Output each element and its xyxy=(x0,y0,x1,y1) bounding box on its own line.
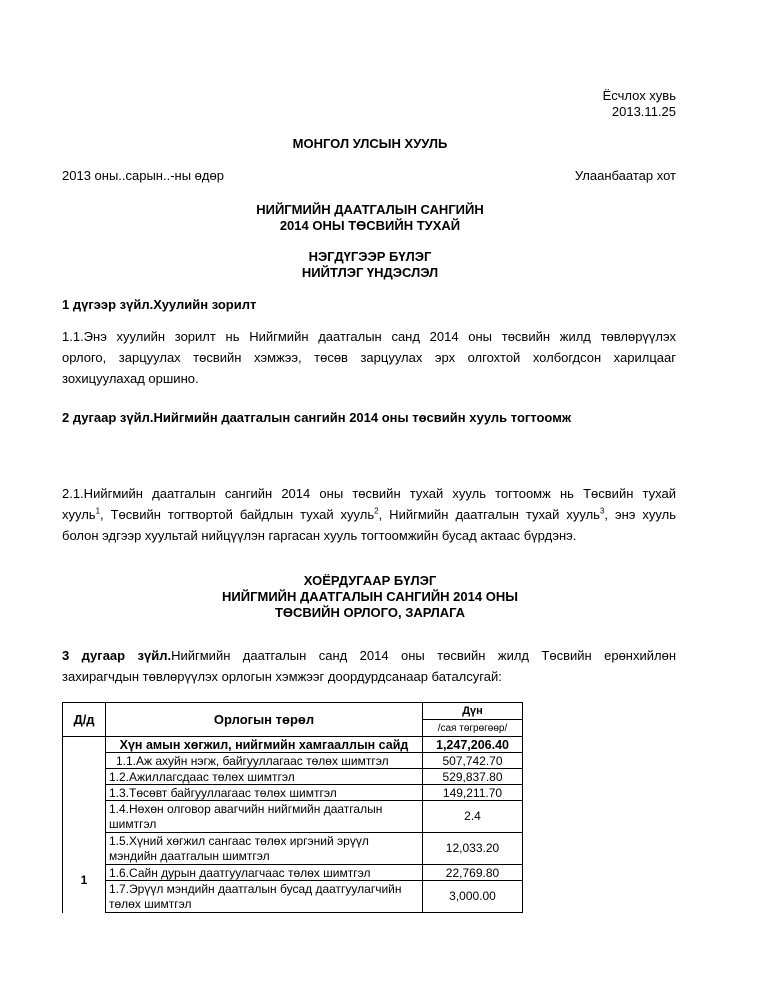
article2-line1: 2.1.Нийгмийн даатгалын сангийн 2014 оны төсвийн тухай хууль тогтоомж нь Төсвийн тухай xyxy=(62,486,676,501)
group-total: 1,247,206.40 xyxy=(423,737,523,753)
table-row xyxy=(63,753,523,769)
article3-text: Нийгмийн даатгалын санд 2014 оны төсвийн жилд Төсвийн ерөнхийлөн xyxy=(171,648,677,663)
row-amount: 507,742.70 xyxy=(423,753,523,769)
doc-title-line1: НИЙГМИЙН ДААТГАЛЫН САНГИЙН xyxy=(256,202,484,217)
row-label-line2: мэндийн даатгалын шимтгэл xyxy=(109,848,270,863)
table-row xyxy=(63,785,523,801)
table-row xyxy=(63,881,523,913)
dateline-place: Улаанбаатар хот xyxy=(574,168,676,183)
table-row xyxy=(63,801,523,833)
article1-line1: 1.1.Энэ хуулийн зорилт нь Нийгмийн даатгалын санд 2014 оны төсвийн жилд төвлөрүүлэх xyxy=(62,329,676,344)
article3-line2: захирагчдын төвлөрүүлэх орлогын хэмжээг доордурдсанаар баталсугай: xyxy=(62,669,502,684)
row-label: 1.6.Сайн дурын даатгуулагчаас төлөх шимтгэл xyxy=(106,865,423,881)
article2-heading: 2 дугаар зүйл.Нийгмийн даатгалын сангийн 2014 оны төсвийн хууль тогтоомж xyxy=(62,410,572,425)
row-label: 1.2.Ажиллагсдаас төлөх шимтгэл xyxy=(106,769,423,785)
draft-date: 2013.11.25 xyxy=(611,104,676,119)
table-row xyxy=(63,769,523,785)
footnote-ref-3: 3 xyxy=(599,506,605,516)
row-label-line1: 1.7.Эрүүл мэндийн даатгалын бусад даатгуулагчийн xyxy=(109,881,402,896)
article2-text-a: хууль xyxy=(62,507,96,522)
chapter1-title: НИЙТЛЭГ ҮНДЭСЛЭЛ xyxy=(301,265,439,280)
table-row xyxy=(63,833,523,865)
article3-heading: 3 дугаар зүйл. xyxy=(62,648,172,663)
row-label-line1: 1.4.Нөхөн олговор авагчийн нийгмийн даатгалын xyxy=(109,801,383,816)
revenue-table xyxy=(62,702,523,913)
footnote-ref-2: 2 xyxy=(374,506,379,516)
col-header-no: Д/д xyxy=(63,703,106,737)
row-label xyxy=(106,833,423,865)
row-label xyxy=(106,801,423,833)
table-row xyxy=(63,865,523,881)
article2-paragraph xyxy=(62,483,676,546)
row-label: 1.3.Төсөвт байгууллагаас төлөх шимтгэл xyxy=(106,785,423,801)
dateline-date: 2013 оны..сарын..-ны өдөр xyxy=(62,168,224,183)
article2-text-b: , Төсвийн тогтвортой байдлын тухай хууль xyxy=(100,507,375,522)
row-amount: 12,033.20 xyxy=(423,833,523,865)
col-header-unit: /сая төгрөгөөр/ xyxy=(423,720,523,737)
row-amount: 3,000.00 xyxy=(423,881,523,913)
row-label-line2: төлөх шимтгэл xyxy=(109,896,192,911)
group-label: Хүн амын хөгжил, нийгмийн хамгааллын сайд xyxy=(106,737,423,753)
col-header-type: Орлогын төрөл xyxy=(106,703,423,737)
row-amount: 2.4 xyxy=(423,801,523,833)
article1-line2: орлого, зарцуулах төсвийн хэмжээ, төсөв зарцуулах эрх олгохтой холбогдсон харилцааг xyxy=(62,350,676,365)
article1-paragraph xyxy=(62,326,676,389)
chapter1-number: НЭГДҮГЭЭР БҮЛЭГ xyxy=(308,249,432,264)
article2-line3: болон эдгээр хуультай нийцүүлэн гаргасан хууль тогтоомжийн бусад актаас бүрдэнэ. xyxy=(62,528,577,543)
chapter2-title-line1: НИЙГМИЙН ДААТГАЛЫН САНГИЙН 2014 ОНЫ xyxy=(222,589,518,604)
row-amount: 529,837.80 xyxy=(423,769,523,785)
col-header-amount: Дүн xyxy=(423,703,523,720)
chapter2-title-line2: ТӨСВИЙН ОРЛОГО, ЗАРЛАГА xyxy=(274,605,466,620)
article2-text-c: , Нийгмийн даатгалын тухай хууль xyxy=(378,507,600,522)
article1-heading: 1 дүгээр зүйл.Хуулийн зорилт xyxy=(62,297,257,312)
row-amount: 22,769.80 xyxy=(423,865,523,881)
law-title: МОНГОЛ УЛСЫН ХУУЛЬ xyxy=(292,136,448,151)
article2-text-d: , энэ хууль xyxy=(604,507,676,522)
row-label: 1.1.Аж ахуйн нэгж, байгууллагаас төлөх шимтгэл xyxy=(106,753,423,769)
group-number: 1 xyxy=(63,737,106,913)
draft-label: Ёсчлох хувь xyxy=(602,88,676,103)
article3-paragraph xyxy=(62,645,676,687)
doc-title-line2: 2014 ОНЫ ТӨСВИЙН ТУХАЙ xyxy=(279,218,461,233)
row-amount: 149,211.70 xyxy=(423,785,523,801)
article2-line2 xyxy=(62,504,676,525)
footnote-ref-1: 1 xyxy=(95,506,101,516)
chapter2-number: ХОЁРДУГААР БҮЛЭГ xyxy=(303,573,437,588)
article1-line3: зохицуулахад оршино. xyxy=(62,371,199,386)
row-label-line1: 1.5.Хүний хөгжил сангаас төлөх иргэний эрүүл xyxy=(109,833,369,848)
row-label-line2: шимтгэл xyxy=(109,816,157,831)
row-label xyxy=(106,881,423,913)
article3-line1 xyxy=(62,645,676,666)
